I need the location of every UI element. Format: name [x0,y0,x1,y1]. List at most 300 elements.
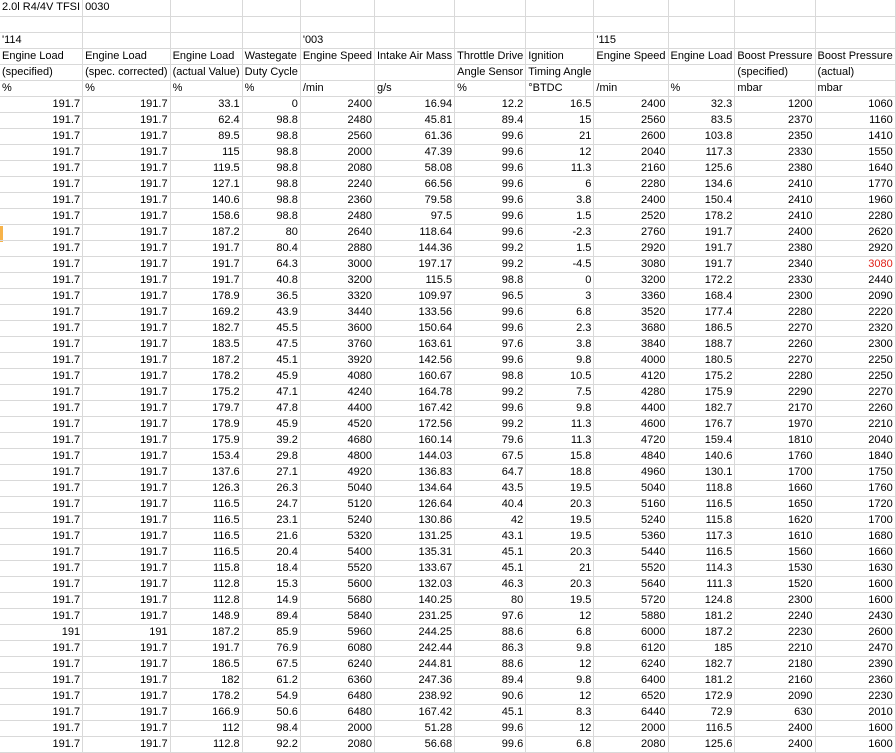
data-cell[interactable]: 3.8 [526,336,594,352]
data-cell[interactable]: 45.1 [242,352,300,368]
data-cell[interactable]: 112.8 [170,576,242,592]
data-cell[interactable]: 15.3 [242,576,300,592]
data-cell[interactable]: 5600 [300,576,374,592]
data-cell[interactable]: 175.2 [668,368,735,384]
data-cell[interactable]: 118.64 [374,224,454,240]
data-cell[interactable]: 2880 [300,240,374,256]
data-cell[interactable]: 99.6 [455,720,526,736]
data-cell[interactable]: 2040 [594,144,668,160]
data-cell[interactable]: 172.56 [374,416,454,432]
data-cell[interactable]: 2920 [815,240,895,256]
data-cell[interactable]: 2560 [300,128,374,144]
data-cell[interactable]: 191.7 [0,256,83,272]
data-cell[interactable]: 169.2 [170,304,242,320]
column-header-cell[interactable]: (spec. corrected) [83,64,171,80]
data-cell[interactable]: 18.8 [526,464,594,480]
data-cell[interactable]: 191.7 [0,400,83,416]
data-cell[interactable]: 191.7 [83,128,171,144]
data-cell[interactable]: 191.7 [0,688,83,704]
data-cell[interactable]: 99.6 [455,144,526,160]
empty-cell[interactable] [170,16,242,32]
data-cell[interactable]: 186.5 [170,656,242,672]
data-cell[interactable]: 2250 [815,368,895,384]
data-cell[interactable]: 2380 [735,160,815,176]
data-cell[interactable]: 191.7 [83,416,171,432]
data-cell[interactable]: 40.4 [455,496,526,512]
data-cell[interactable]: 2340 [735,256,815,272]
unit-cell[interactable]: % [0,80,83,96]
data-cell[interactable]: 2330 [735,144,815,160]
data-cell[interactable]: 630 [735,704,815,720]
data-cell[interactable]: 2270 [815,384,895,400]
data-cell[interactable]: 2080 [594,736,668,752]
data-cell[interactable]: 186.5 [668,320,735,336]
data-cell[interactable]: 148.9 [170,608,242,624]
data-cell[interactable]: 2270 [735,320,815,336]
data-cell[interactable]: 178.9 [170,288,242,304]
empty-cell[interactable] [374,0,454,16]
data-cell[interactable]: 191.7 [0,240,83,256]
data-cell[interactable]: 3360 [594,288,668,304]
empty-cell[interactable] [668,32,735,48]
data-cell[interactable]: 19.5 [526,512,594,528]
empty-cell[interactable] [242,0,300,16]
data-cell[interactable]: 5840 [300,608,374,624]
data-cell[interactable]: 26.3 [242,480,300,496]
column-header-cell[interactable] [300,64,374,80]
data-cell[interactable]: 117.3 [668,144,735,160]
group-label-cell[interactable]: '003 [300,32,374,48]
data-cell[interactable]: 99.6 [455,352,526,368]
data-cell[interactable]: 2170 [735,400,815,416]
data-cell[interactable]: 96.5 [455,288,526,304]
data-cell[interactable]: 4600 [594,416,668,432]
data-cell[interactable]: 3600 [300,320,374,336]
data-cell[interactable]: 2620 [815,224,895,240]
data-cell[interactable]: 79.6 [455,432,526,448]
data-cell[interactable]: 191.7 [0,144,83,160]
data-cell[interactable]: 1160 [815,112,895,128]
data-cell[interactable]: 67.5 [242,656,300,672]
data-cell[interactable]: 116.5 [170,496,242,512]
data-cell[interactable]: 21 [526,560,594,576]
data-cell[interactable]: 116.5 [170,512,242,528]
data-cell[interactable]: 191.7 [83,224,171,240]
data-cell[interactable]: 191.7 [83,576,171,592]
data-cell[interactable]: 130.1 [668,464,735,480]
data-cell[interactable]: 115 [170,144,242,160]
data-cell[interactable]: 80 [242,224,300,240]
data-cell[interactable]: 3200 [594,272,668,288]
data-cell[interactable]: 1600 [815,720,895,736]
data-cell[interactable]: 191.7 [83,640,171,656]
data-cell[interactable]: 43.5 [455,480,526,496]
data-cell[interactable]: 2600 [815,624,895,640]
data-cell[interactable]: 6480 [300,688,374,704]
data-cell[interactable]: 3080 [815,256,895,272]
data-cell[interactable]: 2320 [815,320,895,336]
data-cell[interactable]: 23.1 [242,512,300,528]
data-cell[interactable]: 191.7 [0,304,83,320]
column-header-cell[interactable]: Engine Speed [300,48,374,64]
data-cell[interactable]: 135.31 [374,544,454,560]
data-cell[interactable]: 191.7 [0,720,83,736]
data-cell[interactable]: 89.5 [170,128,242,144]
data-cell[interactable]: 191.7 [0,560,83,576]
data-cell[interactable]: 2090 [735,688,815,704]
data-cell[interactable]: 130.86 [374,512,454,528]
data-cell[interactable]: 12.2 [455,96,526,112]
empty-cell[interactable] [0,16,83,32]
data-cell[interactable]: 191.7 [0,432,83,448]
data-cell[interactable]: -2.3 [526,224,594,240]
data-cell[interactable]: 172.2 [668,272,735,288]
group-label-cell[interactable]: '114 [0,32,83,48]
data-cell[interactable]: 99.6 [455,128,526,144]
data-cell[interactable]: 116.5 [668,720,735,736]
data-cell[interactable]: 32.3 [668,96,735,112]
data-cell[interactable]: 1640 [815,160,895,176]
data-cell[interactable]: 164.78 [374,384,454,400]
column-header-cell[interactable] [594,64,668,80]
data-cell[interactable]: 2000 [300,144,374,160]
data-cell[interactable]: 90.6 [455,688,526,704]
data-cell[interactable]: 1600 [815,576,895,592]
data-cell[interactable]: 191.7 [0,656,83,672]
empty-cell[interactable] [83,32,171,48]
data-cell[interactable]: 80 [455,592,526,608]
data-cell[interactable]: 80.4 [242,240,300,256]
data-cell[interactable]: 191.7 [83,176,171,192]
data-cell[interactable]: 115.5 [374,272,454,288]
data-cell[interactable]: 99.6 [455,176,526,192]
data-cell[interactable]: 191.7 [170,272,242,288]
data-cell[interactable]: 2400 [735,720,815,736]
data-cell[interactable]: 112.8 [170,736,242,752]
data-cell[interactable]: 39.2 [242,432,300,448]
data-cell[interactable]: 2480 [300,112,374,128]
data-cell[interactable]: 2280 [735,368,815,384]
data-cell[interactable]: 86.3 [455,640,526,656]
data-cell[interactable]: 2220 [815,304,895,320]
column-header-cell[interactable]: Boost Pressure [815,48,895,64]
data-cell[interactable]: 175.9 [668,384,735,400]
empty-cell[interactable] [242,16,300,32]
data-cell[interactable]: 5120 [300,496,374,512]
data-cell[interactable]: 2180 [735,656,815,672]
data-cell[interactable]: 1970 [735,416,815,432]
data-cell[interactable]: 2400 [735,736,815,752]
data-cell[interactable]: 2230 [815,688,895,704]
data-cell[interactable]: 88.6 [455,656,526,672]
column-header-cell[interactable]: (actual) [815,64,895,80]
data-cell[interactable]: 124.8 [668,592,735,608]
data-cell[interactable]: 191.7 [83,96,171,112]
data-cell[interactable]: 1410 [815,128,895,144]
data-cell[interactable]: 1700 [815,512,895,528]
data-cell[interactable]: 159.4 [668,432,735,448]
data-cell[interactable]: 191.7 [83,160,171,176]
data-cell[interactable]: 12 [526,656,594,672]
data-cell[interactable]: 142.56 [374,352,454,368]
data-cell[interactable]: 2920 [594,240,668,256]
data-cell[interactable]: 9.8 [526,640,594,656]
data-cell[interactable]: 125.6 [668,736,735,752]
data-cell[interactable]: 2000 [594,720,668,736]
data-cell[interactable]: 1960 [815,192,895,208]
data-cell[interactable]: 3.8 [526,192,594,208]
data-cell[interactable]: 2410 [735,192,815,208]
data-cell[interactable]: 167.42 [374,400,454,416]
data-cell[interactable]: 9.8 [526,400,594,416]
group-label-cell[interactable]: '115 [594,32,668,48]
empty-cell[interactable] [374,32,454,48]
data-cell[interactable]: 83.5 [668,112,735,128]
data-cell[interactable]: 99.6 [455,304,526,320]
column-header-cell[interactable]: Engine Load [668,48,735,64]
data-cell[interactable]: 45.1 [455,560,526,576]
data-cell[interactable]: 191.7 [83,432,171,448]
data-cell[interactable]: 137.6 [170,464,242,480]
data-cell[interactable]: 1610 [735,528,815,544]
data-cell[interactable]: 2560 [594,112,668,128]
empty-cell[interactable] [815,16,895,32]
data-cell[interactable]: 2390 [815,656,895,672]
data-cell[interactable]: 191.7 [0,352,83,368]
data-cell[interactable]: 238.92 [374,688,454,704]
data-cell[interactable]: 6120 [594,640,668,656]
data-cell[interactable]: 4280 [594,384,668,400]
data-cell[interactable]: 2400 [300,96,374,112]
data-cell[interactable]: 191.7 [0,592,83,608]
data-cell[interactable]: 1530 [735,560,815,576]
data-cell[interactable]: 191.7 [668,224,735,240]
data-cell[interactable]: 64.3 [242,256,300,272]
data-cell[interactable]: 191.7 [0,208,83,224]
data-cell[interactable]: 1840 [815,448,895,464]
data-cell[interactable]: 191.7 [668,256,735,272]
data-cell[interactable]: 99.6 [455,208,526,224]
data-cell[interactable]: 2300 [815,336,895,352]
data-cell[interactable]: 51.28 [374,720,454,736]
data-cell[interactable]: 6 [526,176,594,192]
data-cell[interactable]: 21 [526,128,594,144]
data-cell[interactable]: 3080 [594,256,668,272]
data-cell[interactable]: 99.6 [455,736,526,752]
data-cell[interactable]: 98.8 [242,160,300,176]
data-cell[interactable]: 3840 [594,336,668,352]
data-cell[interactable]: 191.7 [83,672,171,688]
empty-cell[interactable] [594,16,668,32]
data-cell[interactable]: 1600 [815,592,895,608]
data-cell[interactable]: 175.9 [170,432,242,448]
data-cell[interactable]: 191.7 [83,352,171,368]
data-cell[interactable]: 5360 [594,528,668,544]
data-cell[interactable]: 140.6 [668,448,735,464]
data-cell[interactable]: 191.7 [83,256,171,272]
data-cell[interactable]: 6.8 [526,624,594,640]
data-cell[interactable]: 97.5 [374,208,454,224]
column-header-cell[interactable]: Engine Speed [594,48,668,64]
data-cell[interactable]: 12 [526,720,594,736]
data-cell[interactable]: 2400 [594,96,668,112]
data-cell[interactable]: 6240 [300,656,374,672]
empty-cell[interactable] [242,32,300,48]
unit-cell[interactable]: /min [594,80,668,96]
data-cell[interactable]: 112 [170,720,242,736]
data-cell[interactable]: 5880 [594,608,668,624]
data-cell[interactable]: 144.36 [374,240,454,256]
data-cell[interactable]: 2440 [815,272,895,288]
data-cell[interactable]: 2280 [815,208,895,224]
data-cell[interactable]: 1550 [815,144,895,160]
empty-cell[interactable] [170,0,242,16]
data-cell[interactable]: 191.7 [83,288,171,304]
data-cell[interactable]: 191.7 [0,96,83,112]
data-cell[interactable]: 5240 [594,512,668,528]
data-cell[interactable]: 191.7 [0,544,83,560]
data-cell[interactable]: 6360 [300,672,374,688]
data-cell[interactable]: 191.7 [0,368,83,384]
data-cell[interactable]: 191.7 [0,528,83,544]
data-cell[interactable]: 191.7 [83,192,171,208]
data-cell[interactable]: 20.4 [242,544,300,560]
empty-cell[interactable] [526,32,594,48]
data-cell[interactable]: 140.25 [374,592,454,608]
empty-cell[interactable] [815,32,895,48]
data-cell[interactable]: 5720 [594,592,668,608]
data-cell[interactable]: 191.7 [83,400,171,416]
unit-cell[interactable]: % [668,80,735,96]
data-cell[interactable]: -4.5 [526,256,594,272]
empty-cell[interactable] [668,0,735,16]
data-cell[interactable]: 191.7 [0,384,83,400]
data-cell[interactable]: 92.2 [242,736,300,752]
data-cell[interactable]: 2760 [594,224,668,240]
data-cell[interactable]: 111.3 [668,576,735,592]
data-cell[interactable]: 62.4 [170,112,242,128]
data-cell[interactable]: 116.5 [668,496,735,512]
data-cell[interactable]: 2280 [735,304,815,320]
column-header-cell[interactable]: Boost Pressure [735,48,815,64]
data-cell[interactable]: 2300 [735,288,815,304]
data-cell[interactable]: 109.97 [374,288,454,304]
data-cell[interactable]: 2300 [735,592,815,608]
data-cell[interactable]: 2410 [735,176,815,192]
data-cell[interactable]: 0 [242,96,300,112]
data-cell[interactable]: 11.3 [526,160,594,176]
data-cell[interactable]: 4400 [594,400,668,416]
data-cell[interactable]: 43.1 [455,528,526,544]
data-cell[interactable]: 118.8 [668,480,735,496]
data-cell[interactable]: 191.7 [0,448,83,464]
data-cell[interactable]: 191.7 [83,688,171,704]
data-cell[interactable]: 115.8 [668,512,735,528]
data-cell[interactable]: 1620 [735,512,815,528]
data-cell[interactable]: 61.36 [374,128,454,144]
data-cell[interactable]: 36.5 [242,288,300,304]
data-cell[interactable]: 3680 [594,320,668,336]
data-cell[interactable]: 2230 [735,624,815,640]
data-cell[interactable]: 132.03 [374,576,454,592]
data-cell[interactable]: 191.7 [0,512,83,528]
data-cell[interactable]: 103.8 [668,128,735,144]
data-cell[interactable]: 191.7 [83,144,171,160]
data-cell[interactable]: 3440 [300,304,374,320]
data-cell[interactable]: 191.7 [83,384,171,400]
data-cell[interactable]: 188.7 [668,336,735,352]
data-cell[interactable]: 16.5 [526,96,594,112]
data-cell[interactable]: 6440 [594,704,668,720]
data-cell[interactable]: 127.1 [170,176,242,192]
column-header-cell[interactable]: (specified) [735,64,815,80]
data-cell[interactable]: 6240 [594,656,668,672]
data-cell[interactable]: 42 [455,512,526,528]
data-cell[interactable]: 5320 [300,528,374,544]
data-cell[interactable]: 2290 [735,384,815,400]
data-cell[interactable]: 40.8 [242,272,300,288]
data-cell[interactable]: 45.81 [374,112,454,128]
empty-cell[interactable] [526,16,594,32]
data-cell[interactable]: 191.7 [83,208,171,224]
data-cell[interactable]: 181.2 [668,608,735,624]
data-cell[interactable]: 126.3 [170,480,242,496]
data-cell[interactable]: 1810 [735,432,815,448]
data-cell[interactable]: 153.4 [170,448,242,464]
data-cell[interactable]: 133.56 [374,304,454,320]
data-cell[interactable]: 160.67 [374,368,454,384]
data-cell[interactable]: 191 [83,624,171,640]
data-cell[interactable]: 2.3 [526,320,594,336]
data-cell[interactable]: 4000 [594,352,668,368]
column-header-cell[interactable]: Wastegate [242,48,300,64]
unit-cell[interactable]: mbar [815,80,895,96]
data-cell[interactable]: 182.7 [668,656,735,672]
data-cell[interactable]: 176.7 [668,416,735,432]
data-cell[interactable]: 2640 [300,224,374,240]
column-header-cell[interactable]: Engine Load [170,48,242,64]
data-cell[interactable]: 185 [668,640,735,656]
data-cell[interactable]: 61.2 [242,672,300,688]
data-cell[interactable]: 1650 [735,496,815,512]
data-cell[interactable]: 97.6 [455,608,526,624]
data-cell[interactable]: 191.7 [0,464,83,480]
data-cell[interactable]: 160.14 [374,432,454,448]
data-cell[interactable]: 191.7 [83,240,171,256]
data-cell[interactable]: 20.3 [526,576,594,592]
data-cell[interactable]: 58.08 [374,160,454,176]
data-cell[interactable]: 98.8 [455,272,526,288]
data-cell[interactable]: 2470 [815,640,895,656]
data-cell[interactable]: 47.5 [242,336,300,352]
data-cell[interactable]: 50.6 [242,704,300,720]
data-cell[interactable]: 4840 [594,448,668,464]
data-cell[interactable]: 191.7 [0,320,83,336]
unit-cell[interactable]: % [242,80,300,96]
data-cell[interactable]: 2160 [735,672,815,688]
data-cell[interactable]: 47.1 [242,384,300,400]
column-header-cell[interactable]: (specified) [0,64,83,80]
data-cell[interactable]: 4680 [300,432,374,448]
data-cell[interactable]: 134.6 [668,176,735,192]
data-cell[interactable]: 18.4 [242,560,300,576]
data-cell[interactable]: 6480 [300,704,374,720]
data-cell[interactable]: 2600 [594,128,668,144]
unit-cell[interactable]: mbar [735,80,815,96]
data-cell[interactable]: 182.7 [170,320,242,336]
data-cell[interactable]: 191.7 [83,656,171,672]
data-cell[interactable]: 19.5 [526,592,594,608]
